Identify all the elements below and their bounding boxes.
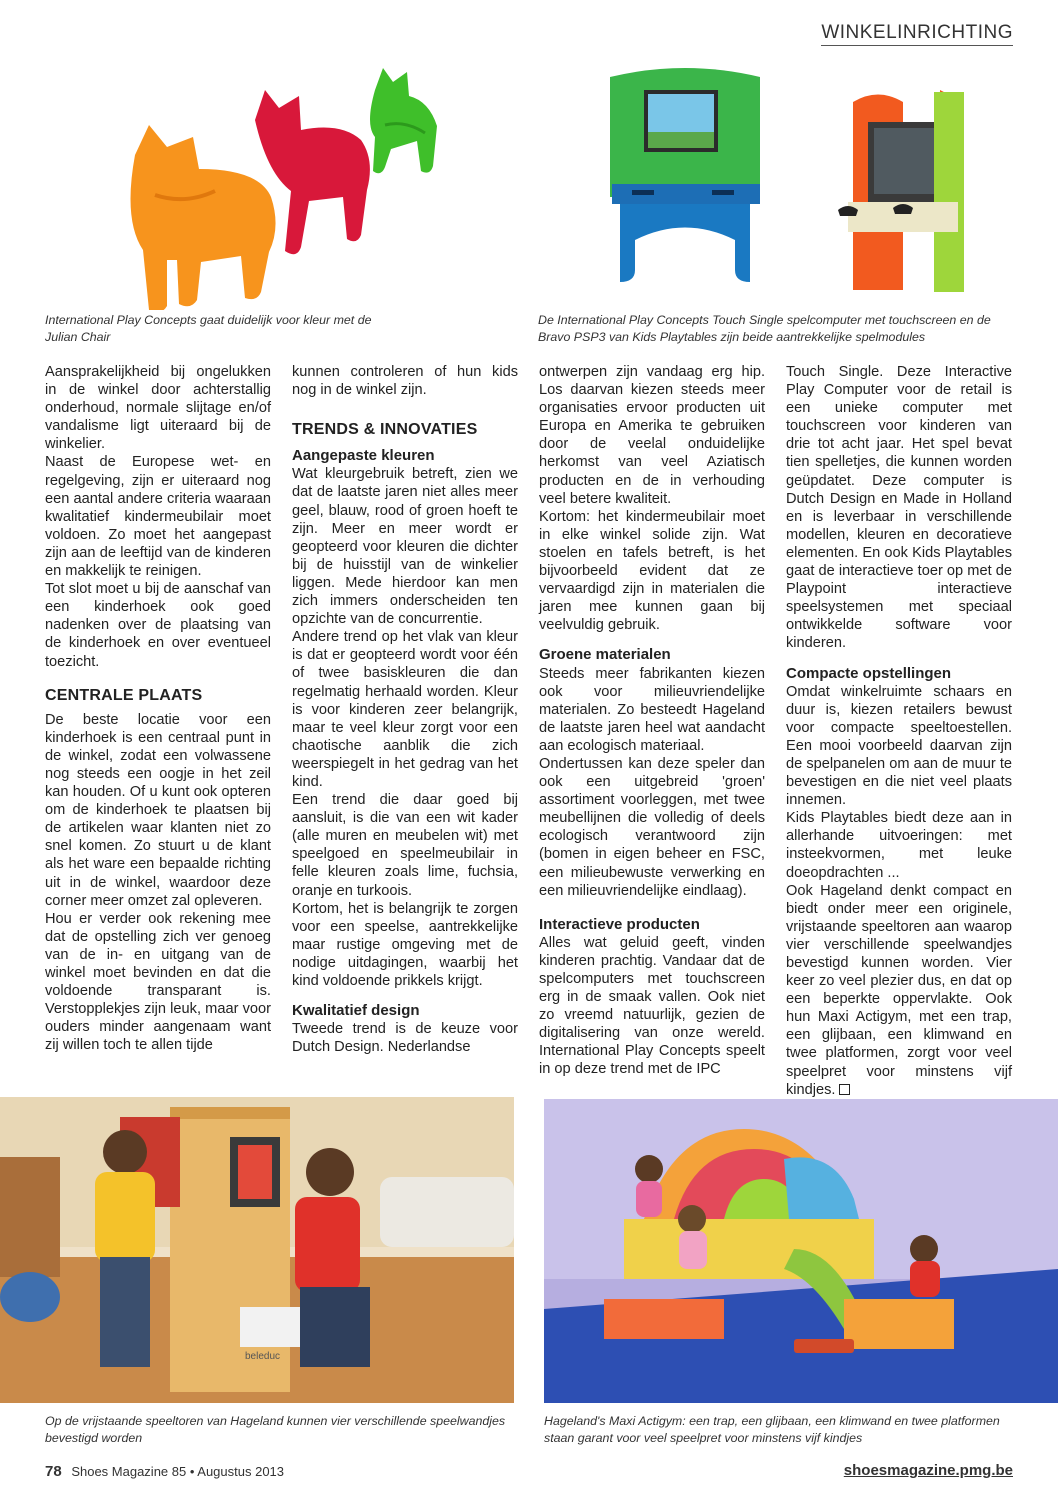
section-title: WINKELINRICHTING <box>821 22 1013 46</box>
paragraph: Andere trend op het vlak van kleur is dat er geopteerd wordt voor één of twee basiskleuren die dan regelmatig herhaald worden. Kleur is voor kinderen zeer belangrijk, maar te veel kleur zorgt voor een chaotische aanblik die zich weerspiegelt in het gedrag van het kind. <box>292 629 518 790</box>
section-heading: TRENDS & INNOVATIES <box>292 421 478 439</box>
paragraph <box>786 882 1012 1099</box>
magazine-issue: Shoes Magazine 85 • Augustus 2013 <box>71 1464 285 1479</box>
website-link[interactable]: shoesmagazine.pmg.be <box>843 1462 1013 1479</box>
paragraph: Alles wat geluid geeft, vinden kinderen prachtig. Vandaar dat de spelcomputers met touchscreen erg in de smaak vallen. Ook niet zo vreemd natuurlijk, gezien de digitalisering van onze wereld. International Play Concepts speelt in op deze trend met de IPC <box>539 934 765 1078</box>
paragraph: Touch Single. Deze Interactive Play Computer voor de retail is een unieke computer met touchscreen voor kinderen van drie tot acht jaar. Het spel bevat tien spelletjes, die kunnen worden geüpdatet. Deze computer is Dutch Design en Made in Holland en is leverbaar in verschillende modellen, kleuren en decoratieve elementen. En ook Kids Playtables gaat de interactieve toer op met de Playpoint interactieve speelsystemen met speciaal ontwikkelde software voor kinderen. <box>786 364 1012 652</box>
paragraph-text: Ook Hageland denkt compact en biedt onder meer een originele, vrijstaande speeltoren aan waarop vier verschillende speelwandjes bevestigd kunnen worden. Vier keer zo veel plezier dus, en dat op een beperkte oppervlakte. Ook hun Maxi Actigym, met een trap, een glijbaan, een klimwand en twee platformen, zorgt voor veel speelpret voor minstens vijf kindjes. <box>786 882 1012 1098</box>
chairs-caption: International Play Concepts gaat duidelijk voor kleur met de Julian Chair <box>45 313 372 344</box>
play-computers-caption: De International Play Concepts Touch Single spelcomputer met touchscreen en de Bravo PSP3 van Kids Playtables zijn beide aantrekkelijke spelmodules <box>538 313 991 344</box>
paragraph: Tot slot moet u bij de aanschaf van een kinderhoek ook goed nadenken over de plaatsing van de kinderhoek en over eventueel toezicht. <box>45 581 271 670</box>
subheading: Kwalitatief design <box>292 1002 420 1020</box>
article-column-3 <box>539 363 765 1079</box>
article-column-2 <box>292 363 518 1056</box>
paragraph: Omdat winkelruimte schaars en duur is, kiezen retailers bewust voor compacte speeltoestellen. Een mooi voorbeeld daarvan zijn de spelpanelen om aan de muur te bevestigen en die niet veel plaats innemen. <box>786 683 1012 809</box>
paragraph: Naast de Europese wet- en regelgeving, zijn er uiteraard nog een aantal andere criteria waaraan kwalitatief kindermeubilair moet voldoen. Zo moet het aangepast zijn aan de leeftijd van de kinderen en makkelijk te reinigen. <box>45 454 271 580</box>
subheading: Aangepaste kleuren <box>292 447 435 465</box>
paragraph: Hou er verder ook rekening mee dat de opstelling zich ver genoeg van de in- en uitgang van de winkel moet bevinden en dat die voldoende transparant is. Verstopplekjes zijn leuk, maar voor ouders minder aangenaam want zij willen toch te allen tijde <box>45 910 271 1054</box>
paragraph: De beste locatie voor een kinderhoek is een centraal punt in de winkel, zodat een volwassene nog steeds een oogje in het zeil kan houden. Of u kunt ook opteren om de kinderhoek te plaatsen bij de artikelen waar klanten niet zo snel komen. Zo stuurt u de klant als het ware een bepaalde richting uit in de winkel, waardoor deze corner meer omzet zal opleveren. <box>45 711 271 909</box>
paragraph: Tweede trend is de keuze voor Dutch Design. Nederlandse <box>292 1021 518 1056</box>
subheading: Compacte opstellingen <box>786 664 952 682</box>
article-column-4 <box>786 363 1012 1099</box>
paragraph: Kids Playtables biedt deze aan in allerhande uitvoeringen: met insteekvormen, met leuke doeopdrachten ... <box>786 810 1012 881</box>
paragraph: Wat kleurgebruik betreft, zien we dat de laatste jaren niet alles meer geel, blauw, rood of groen hoeft te zijn. Meer en meer wordt er geopteerd voor kleuren die dichter bij de huisstijl van de winkelier liggen. Mede hierdoor kan men zich immers onderscheiden ten opzichte van de concurrentie. <box>292 466 518 628</box>
end-of-article-icon <box>839 1084 850 1095</box>
paragraph: Steeds meer fabrikanten kiezen ook voor milieuvriendelijke materialen. Zo besteedt Hageland de laatste jaren heel wat aandacht aan ecologisch materiaal. <box>539 665 765 754</box>
page-number: 78 <box>45 1463 62 1480</box>
paragraph: ontwerpen zijn vandaag erg hip. Los daarvan kiezen steeds meer organisaties ervoor producten uit Europa en Amerika te gebruiken door de veelal onduidelijke herkomst van veel Aziatisch producten en de in verhouding veel betere kwaliteit. <box>539 364 765 507</box>
subheading: Groene materialen <box>539 646 671 664</box>
article-column-1 <box>45 363 271 1054</box>
paragraph: Ondertussen kan deze speler dan ook een uitgebreid 'groen' assortiment voorleggen, met twee meubellijnen die volledig of deels ecologisch verantwoord zijn (bomen in eigen beheer en FSC, een milieubewuste verwerking en een milieuvriendelijke eindlaag). <box>539 755 765 899</box>
section-heading: CENTRALE PLAATS <box>45 686 203 704</box>
subheading: Interactieve producten <box>539 915 700 933</box>
play-computers-photo <box>598 62 988 302</box>
paragraph: Kortom: het kindermeubilair moet in elke winkel solide zijn. Wat stoelen en tafels betreft, is het bijvoorbeeld evident dat ze vervaardigd zijn in materialen die jaren mee kunnen gaan bij veelvuldig gebruik. <box>539 508 765 634</box>
play-tower-caption: Op de vrijstaande speeltoren van Hageland kunnen vier verschillende speelwandjes bevestigd worden <box>45 1414 506 1445</box>
page-footer <box>45 1463 284 1480</box>
paragraph: kunnen controleren of hun kids nog in de winkel zijn. <box>292 364 518 399</box>
paragraph: Een trend die daar goed bij aansluit, is die van een wit kader (alle muren en meubelen wit) met speelgoed en speelmeubilair in felle kleuren zoals lime, fuchsia, oranje en turkoois. <box>292 792 518 899</box>
chairs-photo <box>95 45 475 310</box>
paragraph: Kortom, het is belangrijk te zorgen voor een speelse, aantrekkelijke maar rustige omgeving met de nodige uitdagingen, waarbij het kind voldoende prikkels krijgt. <box>292 900 518 989</box>
play-tower-photo <box>0 1097 514 1403</box>
actigym-caption: Hageland's Maxi Actigym: een trap, een glijbaan, een klimwand en twee platformen staan garant voor veel speelpret voor minstens vijf kindjes <box>544 1414 1000 1445</box>
actigym-photo <box>544 1099 1058 1403</box>
tower-brand-label: beleduc <box>245 1351 281 1362</box>
paragraph: Aansprakelijkheid bij ongelukken in de winkel door achterstallig onderhoud, normale slijtage en/of vandalisme ligt uiteraard bij de winkelier. <box>45 364 271 453</box>
